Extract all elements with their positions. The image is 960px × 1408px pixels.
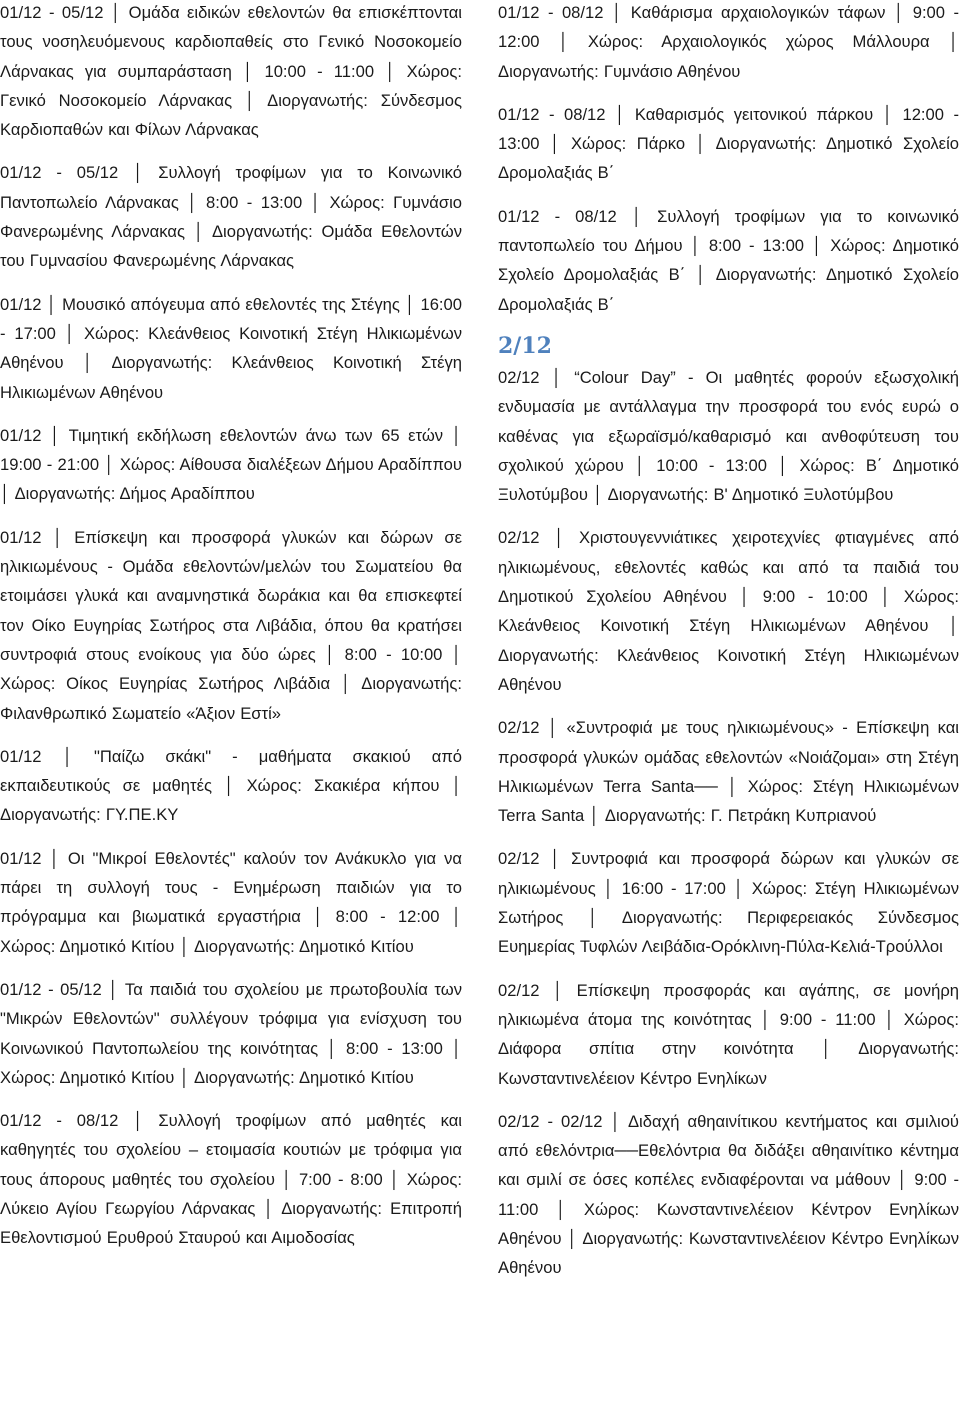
event-entry: 02/12 │ Συντροφιά και προσφορά δώρων και γλυκών σε ηλικιωμένους │ 16:00 - 17:00 │ Χώρος: Στέγη Ηλικιωμένων Σωτήρος │ Διοργανωτής: Περιφερειακός Σύνδεσμος Ευημερίας Τυφλών Λειβάδια-Ορόκλινη-Πύλα-Κελιά-Τρούλλοι bbox=[498, 849, 959, 957]
event-entry: 01/12 │ Τιμητική εκδήλωση εθελοντών άνω των 65 ετών │ 19:00 - 21:00 │ Χώρος: Αίθουσα διαλέξεων Δήμου Αραδίππου │ Διοργανωτής: Δήμος Αραδίππου bbox=[0, 425, 462, 504]
event-entry: 01/12 │ Οι "Μικροί Εθελοντές" καλούν τον Ανάκυκλο για να πάρει τη συλλογή τους - Ενημέρωση παιδιών για το πρόγραμμα και βιωματικά εργαστήρια │ 8:00 - 12:00 │ Χώρος: Δημοτικό Κιτίου │ Διοργανωτής: Δημοτικό Κιτίου bbox=[0, 848, 462, 956]
event-entry: 02/12 │ Χριστουγεννιάτικες χειροτεχνίες φτιαγμένες από ηλικιωμένους, εθελοντές καθώς και από τα παιδιά του Δημοτικού Σχολείου Αθηένου │ 9:00 - 10:00 │ Χώρος: Κλεάνθειος Κοινοτική Στέγη Ηλικιωμένων Αθηένου │ Διοργανωτής: Κλεάνθειος Κοινοτική Στέγη Ηλικιωμένων Αθηένου bbox=[498, 528, 959, 694]
event-entry: 01/12 - 08/12 │ Καθαρισμός γειτονικού πάρκου │ 12:00 - 13:00 │ Χώρος: Πάρκο │ Διοργανωτής: Δημοτικό Σχολείο Δρομολαξιάς Β΄ bbox=[498, 104, 959, 183]
event-entry: 01/12 │ Επίσκεψη και προσφορά γλυκών και δώρων σε ηλικιωμένους - Ομάδα εθελοντών/μελών του Σωματείου θα ετοιμάσει γλυκά και αναμνηστικά δωράκια και θα επισκεφτεί τον Οίκο Ευγηρίας Σωτήρος στα Λιβάδια, όπου θα κρατήσει συντροφιά στους ενοίκους για δύο ώρες │ 8:00 - 10:00 │ Χώρος: Οίκος Ευγηρίας Σωτήρος Λιβάδια │ Διοργανωτής: Φιλανθρωπικό Σωματείο «Άξιον Εστί» bbox=[0, 527, 462, 723]
event-entry: 02/12 │ “Colour Day” - Οι μαθητές φορούν εξωσχολική ενδυμασία με αντάλλαγμα την προσφορά του ενός ευρώ ο καθένας για εξωραϊσμό/καθαρισμό και ανθοφύτευση του σχολικού χώρου │ 10:00 - 13:00 │ Χώρος: Β΄ Δημοτικό Ξυλοτύμβου │ Διοργανωτής: Β' Δημοτικό Ξυλοτύμβου bbox=[498, 367, 959, 505]
event-entry: 01/12 - 05/12 │ Συλλογή τροφίμων για το Κοινωνικό Παντοπωλείο Λάρνακας │ 8:00 - 13:00 │ Χώρος: Γυμνάσιο Φανερωμένης Λάρνακας │ Διοργανωτής: Ομάδα Εθελοντών του Γυμνασίου Φανερωμένης Λάρνακας bbox=[0, 163, 462, 271]
event-entry: 01/12 - 05/12 │ Ομάδα ειδικών εθελοντών θα επισκέπτονται τους νοσηλευόμενους καρδιοπαθείς στο Γενικό Νοσοκομείο Λάρνακας για συμπαράσταση │ 10:00 - 11:00 │ Χώρος: Γενικό Νοσοκομείο Λάρνακας │ Διοργανωτής: Σύνδεσμος Καρδιοπαθών και Φίλων Λάρνακας bbox=[0, 3, 462, 140]
event-entry: 01/12 - 08/12 │ Συλλογή τροφίμων από μαθητές και καθηγητές του σχολείου – ετοιμασία κουτιών με τρόφιμα για τους άπορους μαθητές του σχολείου │ 7:00 - 8:00 │ Χώρος: Λύκειο Αγίου Γεωργίου Λάρνακας │ Διοργανωτής: Επιτροπή Εθελοντισμού Ερυθρού Σταυρού και Αιμοδοσίας bbox=[0, 1111, 462, 1248]
left-column bbox=[0, 0, 462, 1267]
event-entry: 01/12 - 05/12 │ Τα παιδιά του σχολείου με πρωτοβουλία των "Μικρών Εθελοντών" συλλέγουν τρόφιμα για ενίσχυση του Κοινωνικού Παντοπωλείου της κοινότητας │ 8:00 - 13:00 │ Χώρος: Δημοτικό Κιτίου │ Διοργανωτής: Δημοτικό Κιτίου bbox=[0, 979, 462, 1087]
event-entry: 01/12 - 08/12 │ Καθάρισμα αρχαιολογικών τάφων │ 9:00 - 12:00 │ Χώρος: Αρχαιολογικός χώρος Μάλλουρα │ Διοργανωτής: Γυμνάσιο Αθηένου bbox=[498, 3, 959, 81]
event-entry: 01/12 - 08/12 │ Συλλογή τροφίμων για το κοινωνικό παντοπωλείο του Δήμου │ 8:00 - 13:00 │ Χώρος: Δημοτικό Σχολείο Δρομολαξιάς Β΄ │ Διοργανωτής: Δημοτικό Σχολείο Δρομολαξιάς Β΄ bbox=[498, 206, 959, 314]
right-column bbox=[498, 0, 959, 1297]
date-heading: 2/12 bbox=[498, 332, 552, 359]
event-entry: 02/12 │ «Συντροφιά με τους ηλικιωμένους» - Επίσκεψη και προσφορά γλυκών ομάδας εθελοντών «Νοιάζομαι» στη Στέγη Ηλικιωμένων Terra Santa── │ Χώρος: Στέγη Ηλικιωμένων Terra Santa │ Διοργανωτής: Γ. Πετράκη Κυπριανού bbox=[498, 718, 959, 826]
event-entry: 01/12 │ Μουσικό απόγευμα από εθελοντές της Στέγης │ 16:00 - 17:00 │ Χώρος: Κλεάνθειος Κοινοτική Στέγη Ηλικιωμένων Αθηένου │ Διοργανωτής: Κλεάνθειος Κοινοτική Στέγη Ηλικιωμένων Αθηένου bbox=[0, 294, 462, 402]
event-entry: 01/12 │ "Παίζω σκάκι" - μαθήματα σκακιού από εκπαιδευτικούς σε μαθητές │ Χώρος: Σκακιέρα κήπου │ Διοργανωτής: ΓΥ.ΠΕ.ΚΥ bbox=[0, 746, 462, 825]
event-entry: 02/12 - 02/12 │ Διδαχή αθηαινίτικου κεντήματος και σμιλιού από εθελόντρια──Εθελόντρια θα διδάξει αθηαινίτικο κέντημα και σμιλί σε όσες κοπέλες ενδιαφέρονται να μάθουν │ 9:00 - 11:00 │ Χώρος: Κωνσταντινελέειον Κέντρον Ενηλίκων Αθηένου │ Διοργανωτής: Κωνσταντινελέειον Κέντρο Ενηλίκων Αθηένου bbox=[498, 1111, 959, 1278]
event-entry: 02/12 │ Επίσκεψη προσφοράς και αγάπης, σε μονήρη ηλικιωμένα άτομα της κοινότητας │ 9:00 - 11:00 │ Χώρος: Διάφορα σπίτια στην κοινότητα │ Διοργανωτής: Κωνσταντινελέειον Κέντρο Ενηλίκων bbox=[498, 980, 959, 1088]
